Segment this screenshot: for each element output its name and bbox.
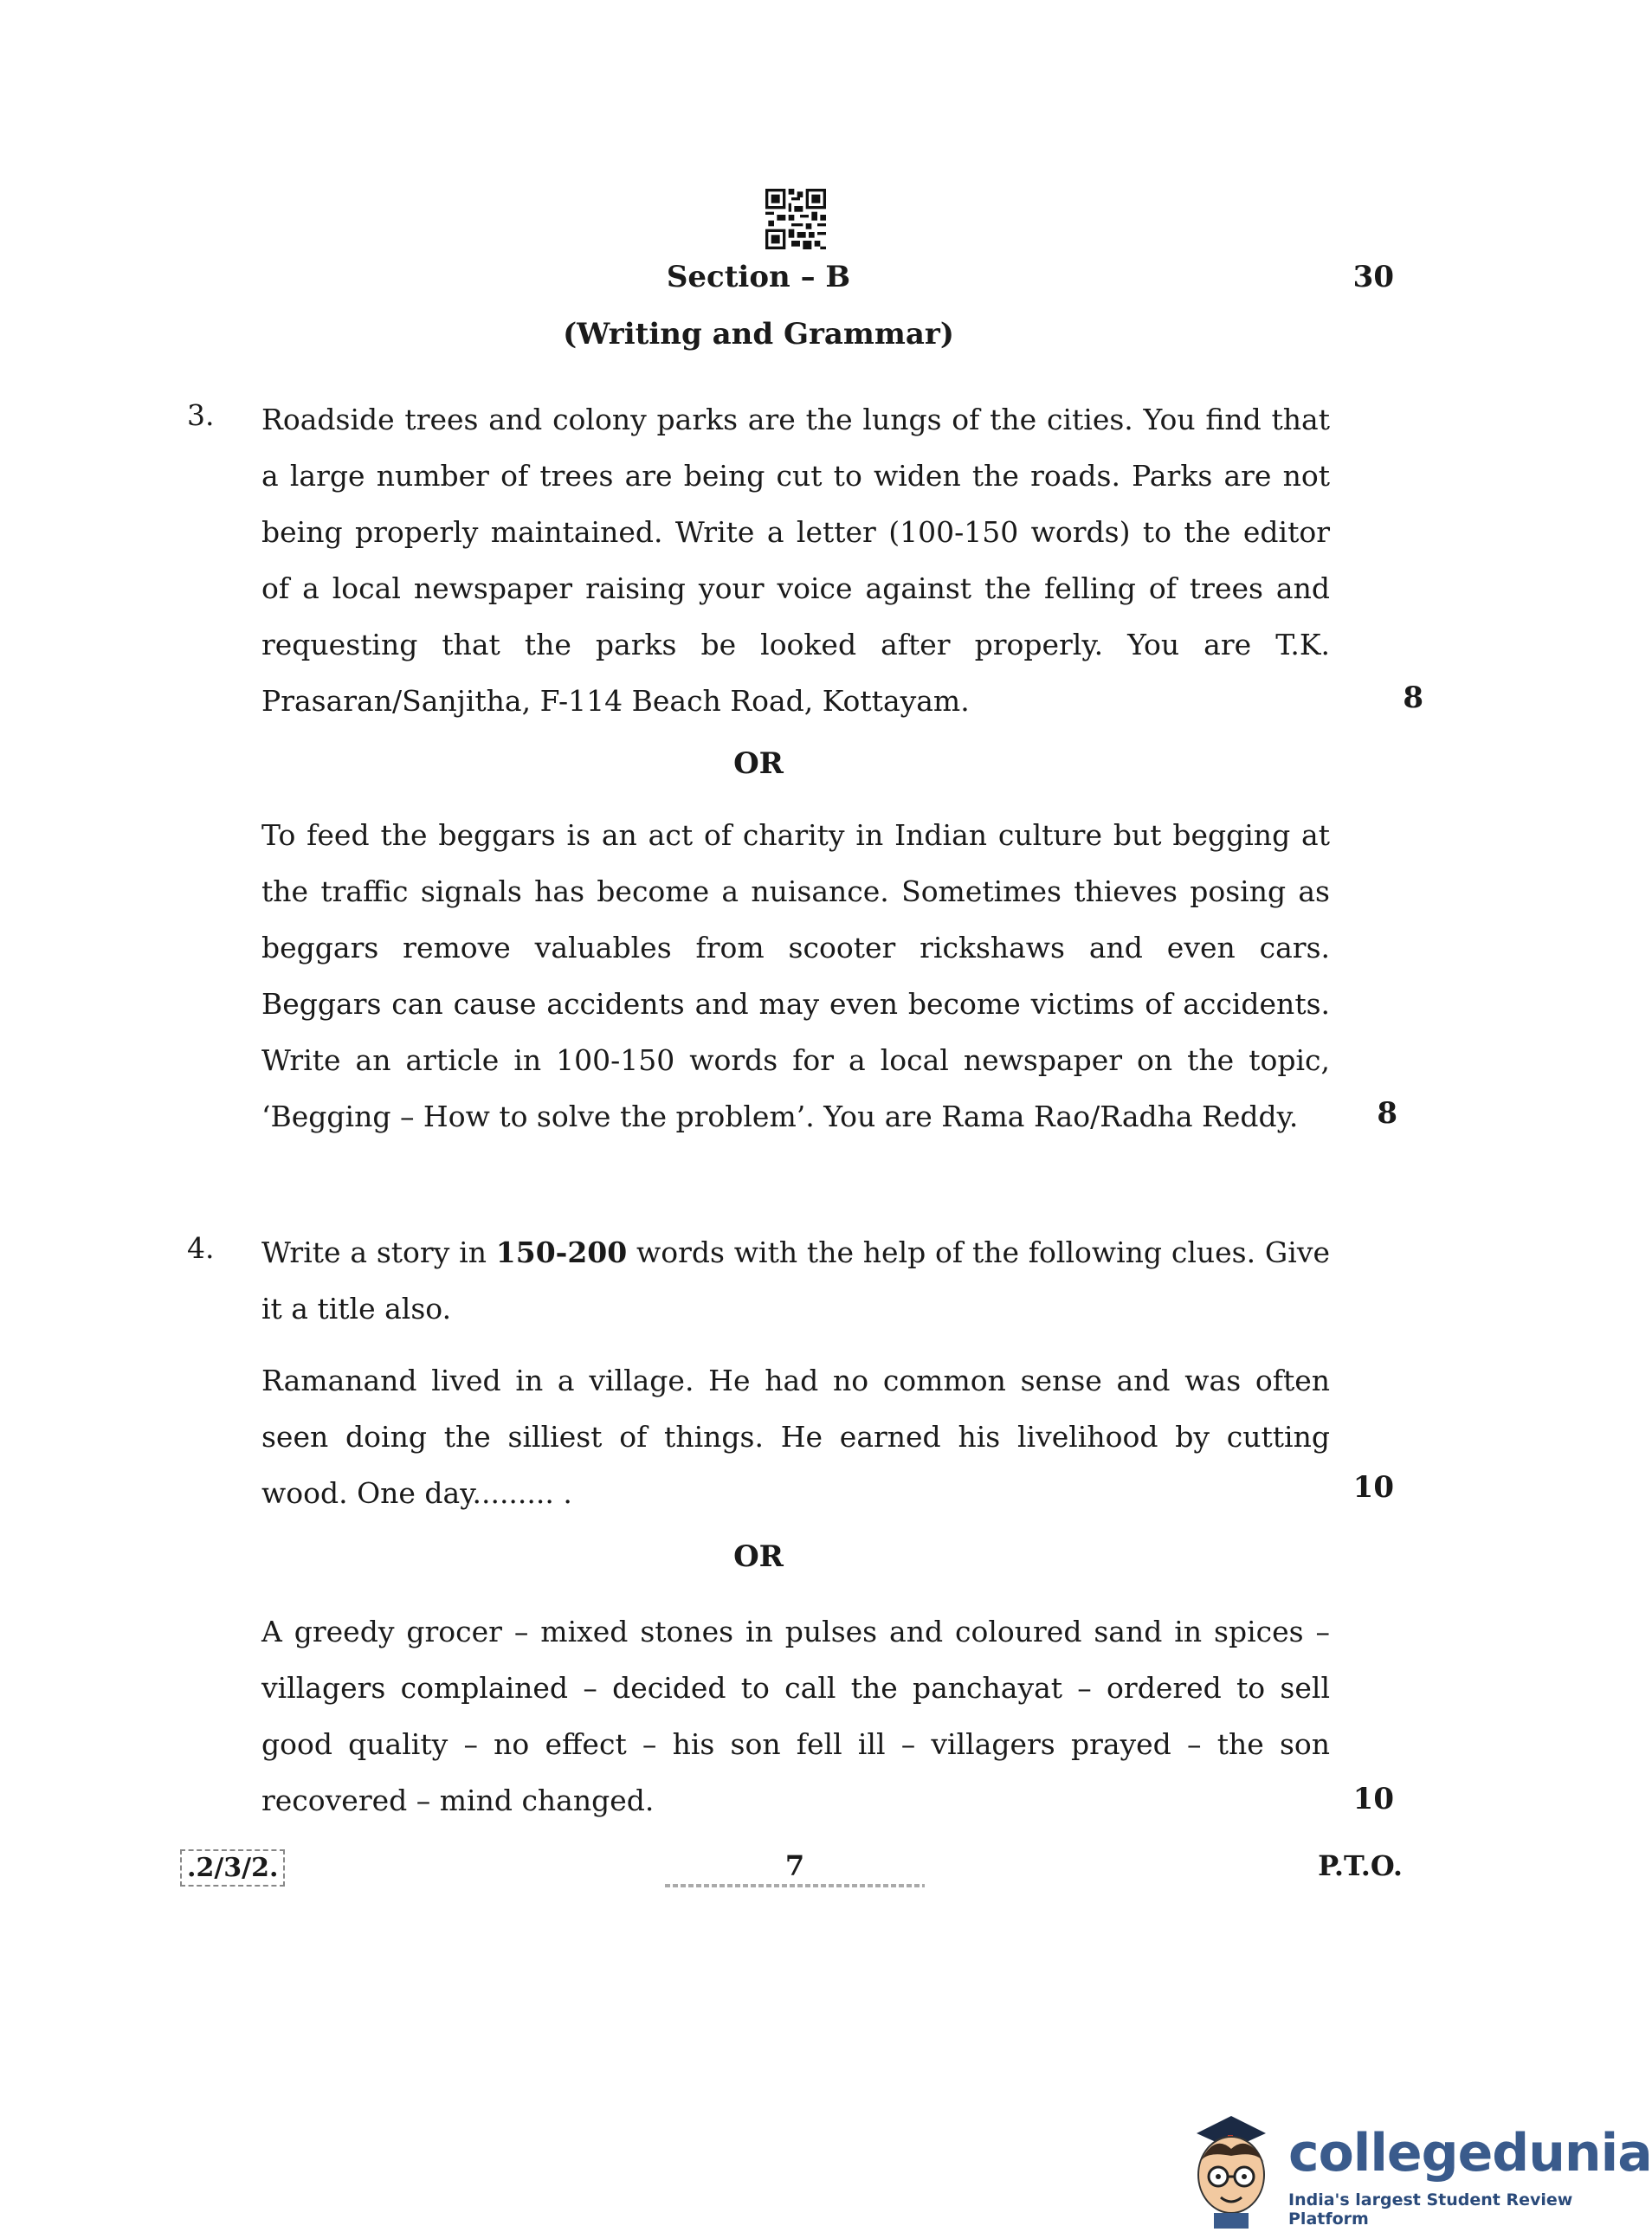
question-4-number: 4. — [187, 1231, 215, 1265]
collegedunia-logo — [1179, 2107, 1652, 2229]
qr-code-icon — [765, 189, 826, 249]
question-4-word-count: 150-200 — [495, 1235, 628, 1269]
paper-code: .2/3/2. — [180, 1849, 285, 1887]
question-3-or: OR — [733, 746, 784, 781]
question-4-story: Ramanand lived in a village. He had no common sense and was often seen doing the silliest of things. He earned his livelihood by cutting wood. One day......... . — [261, 1364, 1330, 1510]
section-subtitle: (Writing and Grammar) — [563, 317, 954, 352]
question-3-number: 3. — [187, 398, 215, 432]
question-4-or: OR — [733, 1539, 784, 1574]
question-4-alt-marks: 10 — [1352, 1782, 1394, 1816]
section-marks: 30 — [1352, 260, 1394, 294]
logo-tagline: India's largest Student Review Platform — [1288, 2190, 1573, 2229]
question-3-alt-marks: 8 — [1377, 1096, 1397, 1131]
section-title: Section – B — [666, 260, 851, 294]
mascot-icon — [1179, 2107, 1283, 2229]
question-4-marks: 10 — [1352, 1470, 1394, 1505]
question-4-intro-after: words with the help of the following clues. Give it a title also. — [261, 1235, 1330, 1326]
page-number: 7 — [784, 1849, 805, 1882]
question-3-marks: 8 — [1403, 681, 1423, 715]
question-3-text: Roadside trees and colony parks are the lungs of the cities. You find that a large number of trees are being cut to widen the roads. Parks are not being properly maintained. Write a letter (100-150 words) to the editor of a local newspaper raising your voice against the felling of trees and requesting that the parks be looked after properly. You are T.K. Prasaran/Sanjitha, F-114 Beach Road, Kottayam. — [261, 403, 1330, 718]
question-3-alt-text: To feed the beggars is an act of charity in Indian culture but begging at the traffic signals has become a nuisance. Sometimes thieves posing as beggars remove valuables from scooter rickshaws and even cars. Beggars can cause accidents and may even become victims of accidents. Write an article in 100-150 words for a local newspaper on the topic, ‘Begging – How to solve the problem’. You are Rama Rao/Radha Reddy. — [261, 818, 1330, 1133]
pto-label: P.T.O. — [1318, 1849, 1403, 1882]
question-4-intro — [261, 1224, 1330, 1337]
footer-divider — [665, 1884, 925, 1887]
logo-name: collegedunia — [1288, 2123, 1652, 2184]
question-4-alt-text: A greedy grocer – mixed stones in pulses and coloured sand in spices – villagers complained – decided to call the panchayat – ordered to sell good quality – no effect – his son fell ill – villagers prayed – the son recovered – mind changed. — [261, 1615, 1330, 1817]
question-4-intro-before: Write a story in — [261, 1235, 496, 1269]
